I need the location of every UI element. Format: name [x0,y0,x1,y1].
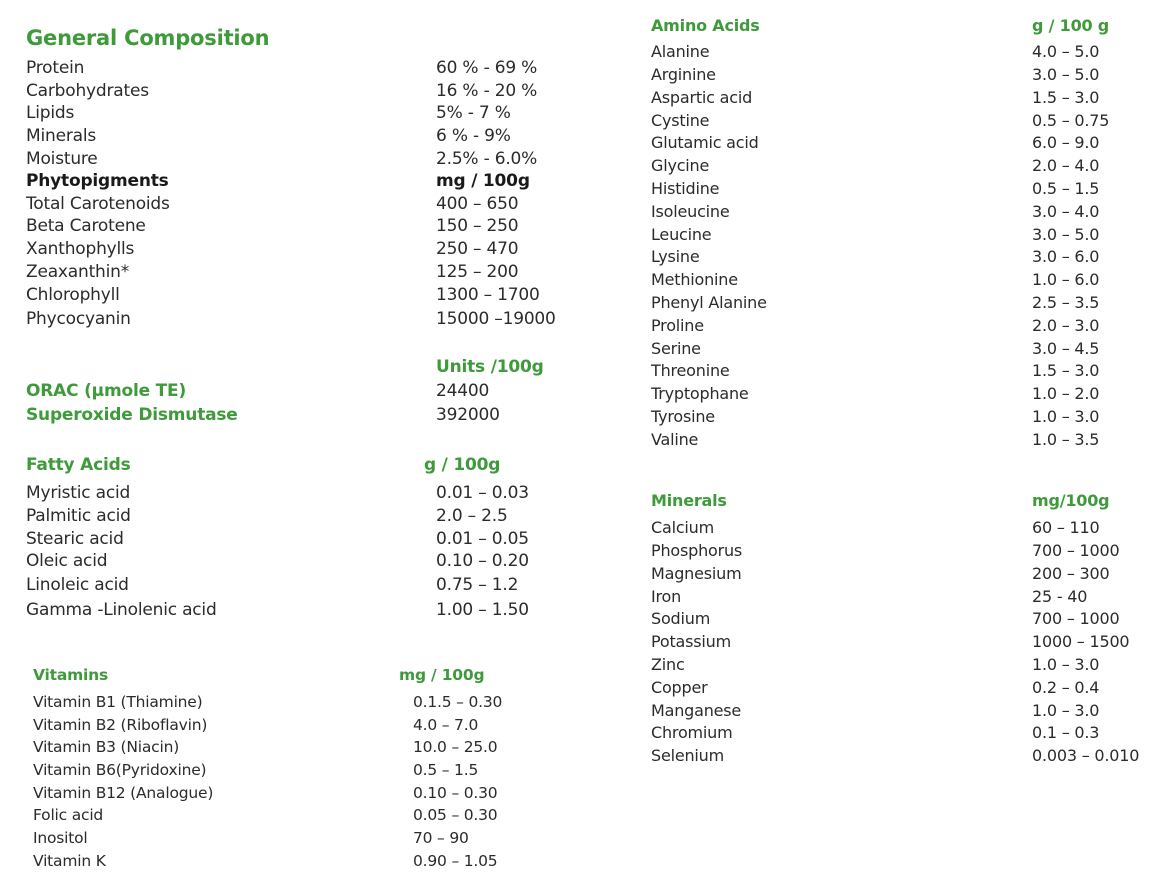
minerals-unit: mg/100g [1032,491,1110,510]
row-name: Moisture [26,149,98,169]
general-composition-table [26,58,586,178]
row-value: 200 – 300 [1032,564,1110,583]
row-value: 1.00 – 1.50 [436,600,529,620]
row-value: 2.5% - 6.0% [436,149,538,169]
row-name: Tyrosine [651,407,715,426]
row-name: Lysine [651,247,700,266]
row-name: Calcium [651,518,714,537]
row-name: Glycine [651,156,710,175]
phytopigments-title: Phytopigments [26,171,169,191]
antioxidants-unit: Units /100g [436,357,544,377]
row-name: Vitamin B2 (Riboflavin) [33,716,208,734]
row-value: 3.0 – 5.0 [1032,225,1100,244]
minerals-table [651,491,1156,776]
row-name: Tryptophane [651,384,749,403]
row-name: Phenyl Alanine [651,293,767,312]
row-name: Beta Carotene [26,216,146,236]
row-value: 0.1 – 0.3 [1032,723,1100,742]
row-value: 150 – 250 [436,216,519,236]
row-name: Chlorophyll [26,285,120,305]
row-value: 1.0 – 6.0 [1032,270,1100,289]
row-name: Linoleic acid [26,575,129,595]
row-name: Magnesium [651,564,742,583]
row-name: Vitamin B12 (Analogue) [33,784,214,802]
row-name: Serine [651,339,701,358]
row-value: 0.2 – 0.4 [1032,678,1100,697]
row-name: ORAC (µmole TE) [26,381,187,401]
row-value: 1.0 – 2.0 [1032,384,1100,403]
row-value: 10.0 – 25.0 [413,738,498,756]
row-name: Zinc [651,655,685,674]
row-value: 1.5 – 3.0 [1032,88,1100,107]
amino-acids-title: Amino Acids [651,16,760,35]
row-name: Vitamin K [33,852,106,870]
row-value: 0.1.5 – 0.30 [413,693,503,711]
row-name: Phosphorus [651,541,743,560]
row-name: Zeaxanthin* [26,262,130,282]
amino-acids-table [651,16,1156,456]
row-value: 4.0 – 5.0 [1032,42,1100,61]
row-value: 6.0 – 9.0 [1032,133,1100,152]
row-value: 0.01 – 0.03 [436,483,529,503]
row-value: 70 – 90 [413,829,469,847]
row-value: 0.01 – 0.05 [436,529,529,549]
row-name: Inositol [33,829,88,847]
row-name: Alanine [651,42,710,61]
row-value: 700 – 1000 [1032,609,1120,628]
row-name: Aspartic acid [651,88,753,107]
row-value: 400 – 650 [436,194,519,214]
minerals-title: Minerals [651,491,727,510]
row-name: Glutamic acid [651,133,759,152]
row-value: 700 – 1000 [1032,541,1120,560]
general-composition-title: General Composition [26,26,270,50]
row-value: 1300 – 1700 [436,285,540,305]
row-value: 0.5 – 0.75 [1032,111,1110,130]
row-value: 2.0 – 4.0 [1032,156,1100,175]
row-value: 25 - 40 [1032,587,1088,606]
row-value: 0.90 – 1.05 [413,852,498,870]
row-name: Copper [651,678,708,697]
row-value: 1.0 – 3.5 [1032,430,1100,449]
row-value: 1000 – 1500 [1032,632,1130,651]
row-name: Iron [651,587,682,606]
row-name: Superoxide Dismutase [26,405,238,425]
row-value: 1.0 – 3.0 [1032,701,1100,720]
row-name: Xanthophylls [26,239,135,259]
row-name: Vitamin B6(Pyridoxine) [33,761,207,779]
row-value: 60 % - 69 % [436,58,538,78]
row-value: 0.10 – 0.30 [413,784,498,802]
row-value: 125 – 200 [436,262,519,282]
row-value: 1.0 – 3.0 [1032,407,1100,426]
row-value: 3.0 – 6.0 [1032,247,1100,266]
row-name: Histidine [651,179,720,198]
row-name: Lipids [26,103,75,123]
row-value: 0.003 – 0.010 [1032,746,1140,765]
row-value: 0.5 – 1.5 [413,761,479,779]
row-name: Potassium [651,632,731,651]
row-name: Selenium [651,746,725,765]
row-name: Methionine [651,270,738,289]
phytopigments-table [26,171,586,336]
vitamins-unit: mg / 100g [399,666,485,684]
fatty-acids-title: Fatty Acids [26,455,131,475]
row-value: 1.5 – 3.0 [1032,361,1100,380]
row-value: 0.75 – 1.2 [436,575,519,595]
amino-acids-unit: g / 100 g [1032,16,1110,35]
row-value: 24400 [436,381,490,401]
fatty-acids-table [26,455,586,625]
row-name: Manganese [651,701,742,720]
row-name: Vitamin B3 (Niacin) [33,738,180,756]
row-value: 16 % - 20 % [436,81,538,101]
row-value: 0.05 – 0.30 [413,806,498,824]
row-name: Isoleucine [651,202,730,221]
vitamins-table [33,666,573,881]
row-value: 60 – 110 [1032,518,1100,537]
row-value: 3.0 – 4.0 [1032,202,1100,221]
row-name: Valine [651,430,699,449]
vitamins-title: Vitamins [33,666,109,684]
phytopigments-unit: mg / 100g [436,171,530,191]
row-value: 5% - 7 % [436,103,511,123]
row-value: 6 % - 9% [436,126,511,146]
row-name: Stearic acid [26,529,124,549]
row-value: 392000 [436,405,500,425]
row-name: Proline [651,316,704,335]
row-value: 2.0 – 2.5 [436,506,508,526]
row-name: Protein [26,58,85,78]
row-value: 3.0 – 5.0 [1032,65,1100,84]
row-value: 2.5 – 3.5 [1032,293,1100,312]
antioxidants-table [26,357,586,432]
row-name: Cystine [651,111,710,130]
row-value: 1.0 – 3.0 [1032,655,1100,674]
row-name: Total Carotenoids [26,194,170,214]
row-value: 15000 –19000 [436,309,556,329]
row-value: 4.0 – 7.0 [413,716,479,734]
row-name: Minerals [26,126,97,146]
row-name: Palmitic acid [26,506,131,526]
row-name: Leucine [651,225,712,244]
row-name: Arginine [651,65,716,84]
row-name: Oleic acid [26,551,108,571]
row-value: 2.0 – 3.0 [1032,316,1100,335]
row-value: 0.10 – 0.20 [436,551,529,571]
row-name: Gamma -Linolenic acid [26,600,217,620]
row-name: Vitamin B1 (Thiamine) [33,693,203,711]
fatty-acids-unit: g / 100g [424,455,501,475]
row-name: Chromium [651,723,733,742]
row-name: Folic acid [33,806,104,824]
row-name: Carbohydrates [26,81,149,101]
row-name: Sodium [651,609,711,628]
row-value: 0.5 – 1.5 [1032,179,1100,198]
row-value: 3.0 – 4.5 [1032,339,1100,358]
row-name: Threonine [651,361,730,380]
row-name: Phycocyanin [26,309,131,329]
row-value: 250 – 470 [436,239,519,259]
row-name: Myristic acid [26,483,131,503]
